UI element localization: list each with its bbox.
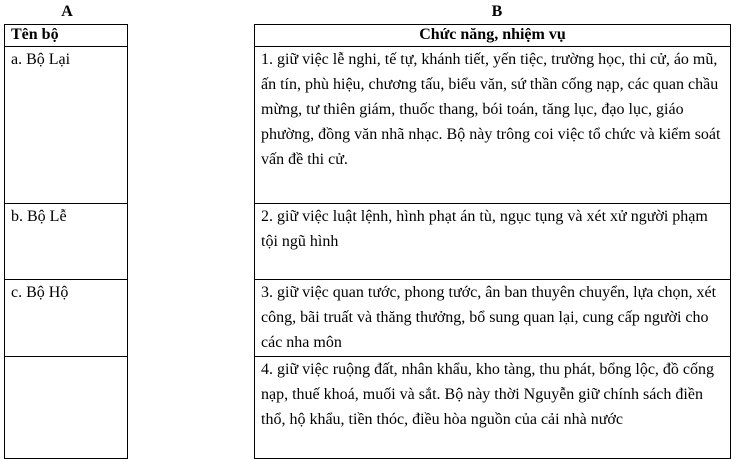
table-header-row: [5, 25, 128, 47]
column-a-label: A: [61, 3, 73, 20]
ministry-name-cell: b. Bộ Lễ: [5, 204, 128, 280]
ministry-name-header: Tên bộ: [5, 25, 128, 47]
table-row: [5, 47, 128, 204]
function-duty-cell: 3. giữ việc quan tước, phong tước, ân ban thuyên chuyển, lựa chọn, xét công, bãi truất và thăng thưởng, bổ sung quan lại, cung cấp người cho các nha môn: [255, 280, 731, 357]
ministry-name-table: [4, 24, 128, 459]
column-b-label: B: [491, 3, 503, 20]
table-row: [255, 204, 731, 280]
function-duty-table: [254, 24, 731, 459]
function-duty-cell: 2. giữ việc luật lệnh, hình phạt án tù, ngục tụng và xét xử người phạm tội ngũ hình: [255, 204, 731, 280]
function-duty-cell: 4. giữ việc ruộng đất, nhân khẩu, kho tàng, thu phát, bổng lộc, đồ cống nạp, thuế khoá, muối và sắt. Bộ này thời Nguyễn giữ chính sách điền thổ, hộ khẩu, tiền thóc, điều hòa nguồn của cải nhà nước: [255, 357, 731, 459]
function-duty-cell: 1. giữ việc lễ nghi, tế tự, khánh tiết, yến tiệc, trường học, thi cử, áo mũ, ấn tín, phù hiệu, chương tấu, biểu văn, sứ thần cống nạp, các quan chầu mừng, tư thiên giám, thuốc thang, bói toán, tăng lục, đạo lục, giáo phường, đồng văn nhã nhạc. Bộ này trông coi việc tổ chức và kiểm soát vấn đề thi cử.: [255, 47, 731, 204]
table-row: [255, 280, 731, 357]
ministry-name-cell: c. Bộ Hộ: [5, 280, 128, 357]
table-row: [255, 47, 731, 204]
ministry-name-cell: a. Bộ Lại: [5, 47, 128, 204]
function-duty-header: Chức năng, nhiệm vụ: [255, 25, 731, 47]
table-row: [5, 204, 128, 280]
ministry-name-cell: [5, 357, 128, 459]
table-header-row: [255, 25, 731, 47]
table-row: [255, 357, 731, 459]
table-row: [5, 357, 128, 459]
table-row: [5, 280, 128, 357]
